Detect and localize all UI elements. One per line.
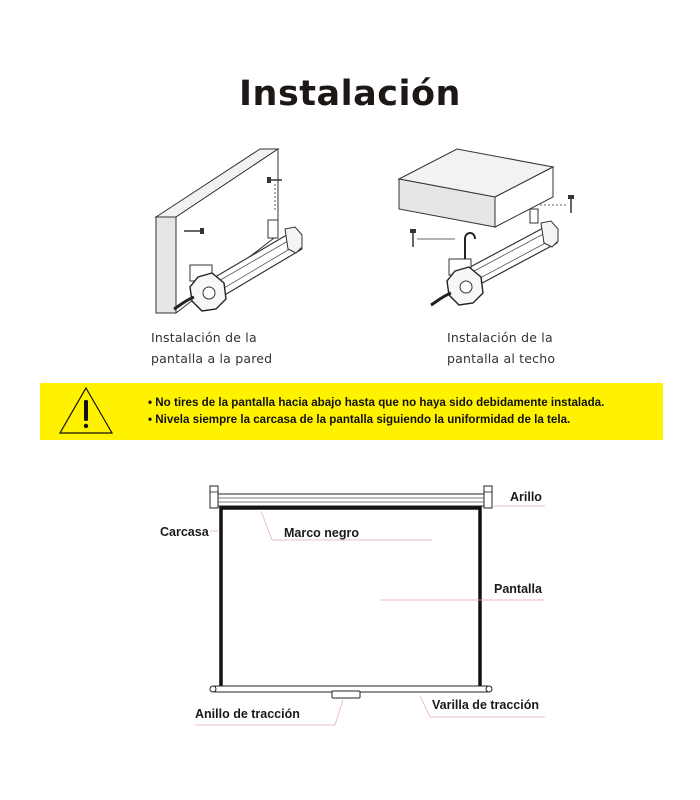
warning-line-2: • Nivela siempre la carcasa de la pantalla siguiendo la uniformidad de la tela. <box>148 413 571 426</box>
ring-icon <box>484 486 492 508</box>
ceiling-installation-caption <box>447 327 555 369</box>
wall-installation-caption <box>151 327 272 369</box>
ceiling-caption-line1: Instalación de la <box>447 330 553 345</box>
pull-ring-icon <box>332 691 360 698</box>
label-pull-rod: Varilla de tracción <box>432 698 539 712</box>
label-black-frame: Marco negro <box>284 526 360 540</box>
label-pull-ring: Anillo de tracción <box>195 707 300 721</box>
page-title: Instalación <box>239 74 461 114</box>
wall-caption-line1: Instalación de la <box>151 330 257 345</box>
ceiling-installation-illustration <box>395 145 585 320</box>
wall-caption-line2: pantalla a la pared <box>151 351 273 366</box>
screw-icon <box>410 229 455 247</box>
label-housing: Carcasa <box>160 525 209 539</box>
warning-text <box>148 394 604 428</box>
ring-icon <box>210 486 218 508</box>
warning-triangle-icon <box>56 383 116 440</box>
label-screen: Pantalla <box>494 582 542 596</box>
label-ring: Arillo <box>510 490 542 504</box>
screen-parts-diagram <box>0 470 700 750</box>
warning-banner <box>40 383 663 440</box>
warning-line-1: • No tires de la pantalla hacia abajo hasta que no haya sido debidamente instalada. <box>148 396 605 409</box>
housing-bar <box>215 494 487 506</box>
ceiling-caption-line2: pantalla al techo <box>447 351 556 366</box>
wall-installation-illustration <box>150 145 320 320</box>
